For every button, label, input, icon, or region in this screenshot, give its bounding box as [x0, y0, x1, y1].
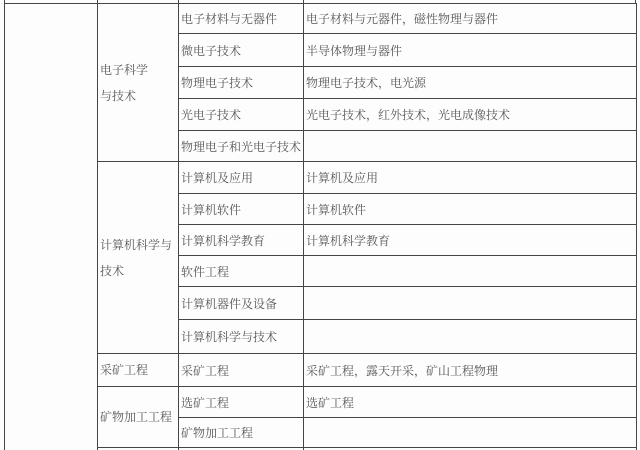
empty-margin-cell — [5, 4, 98, 450]
old-major-cell: 计算机软件 — [179, 194, 304, 225]
group-cell-mining-engineering — [98, 354, 179, 387]
old-major-cell: 电子材料与无器件 — [179, 4, 304, 34]
old-major-cell: 计算机科学教育 — [179, 225, 304, 256]
new-major-cell — [304, 131, 637, 162]
old-major-cell: 物理电子技术 — [179, 67, 304, 99]
old-major-cell: 矿物加工工程 — [179, 418, 304, 448]
group-cell-mineral-processing — [98, 387, 179, 448]
new-major-cell: 采矿工程，露天开采，矿山工程物理 — [304, 354, 637, 387]
new-major-cell: 计算机及应用 — [304, 162, 637, 194]
new-major-cell: 计算机科学教育 — [304, 225, 637, 256]
new-major-cell: 半导体物理与器件 — [304, 34, 637, 67]
old-major-cell: 计算机及应用 — [179, 162, 304, 194]
old-major-cell: 计算机科学与技术 — [179, 320, 304, 354]
group-label-line: 采矿工程 — [100, 363, 149, 377]
new-major-cell: 物理电子技术，电光源 — [304, 67, 637, 99]
group-label-line: 矿物加工工程 — [100, 410, 173, 424]
new-major-cell — [304, 287, 637, 320]
group-label-line: 与技术 — [100, 88, 137, 103]
old-major-cell: 物理电子和光电子技术 — [179, 131, 304, 162]
old-major-cell: 采矿工程 — [179, 354, 304, 387]
group-label-line: 电子科学 — [100, 62, 149, 77]
major-mapping-table — [4, 3, 637, 450]
old-major-cell: 软件工程 — [179, 256, 304, 287]
old-major-cell: 光电子技术 — [179, 99, 304, 131]
group-cell-computer-science-technology — [98, 162, 179, 354]
old-major-cell: 计算机器件及设备 — [179, 287, 304, 320]
old-major-cell: 微电子技术 — [179, 34, 304, 67]
new-major-cell: 光电子技术，红外技术，光电成像技术 — [304, 99, 637, 131]
group-cell-electronic-science-technology — [98, 4, 179, 162]
new-major-cell: 计算机软件 — [304, 194, 637, 225]
group-label-line: 技术 — [100, 263, 125, 278]
old-major-cell: 选矿工程 — [179, 387, 304, 418]
new-major-cell — [304, 256, 637, 287]
new-major-cell: 电子材料与元器件，磁性物理与器件 — [304, 4, 637, 34]
new-major-cell: 选矿工程 — [304, 387, 637, 418]
new-major-cell — [304, 418, 637, 448]
new-major-cell — [304, 320, 637, 354]
group-label-line: 计算机科学与 — [100, 237, 173, 252]
